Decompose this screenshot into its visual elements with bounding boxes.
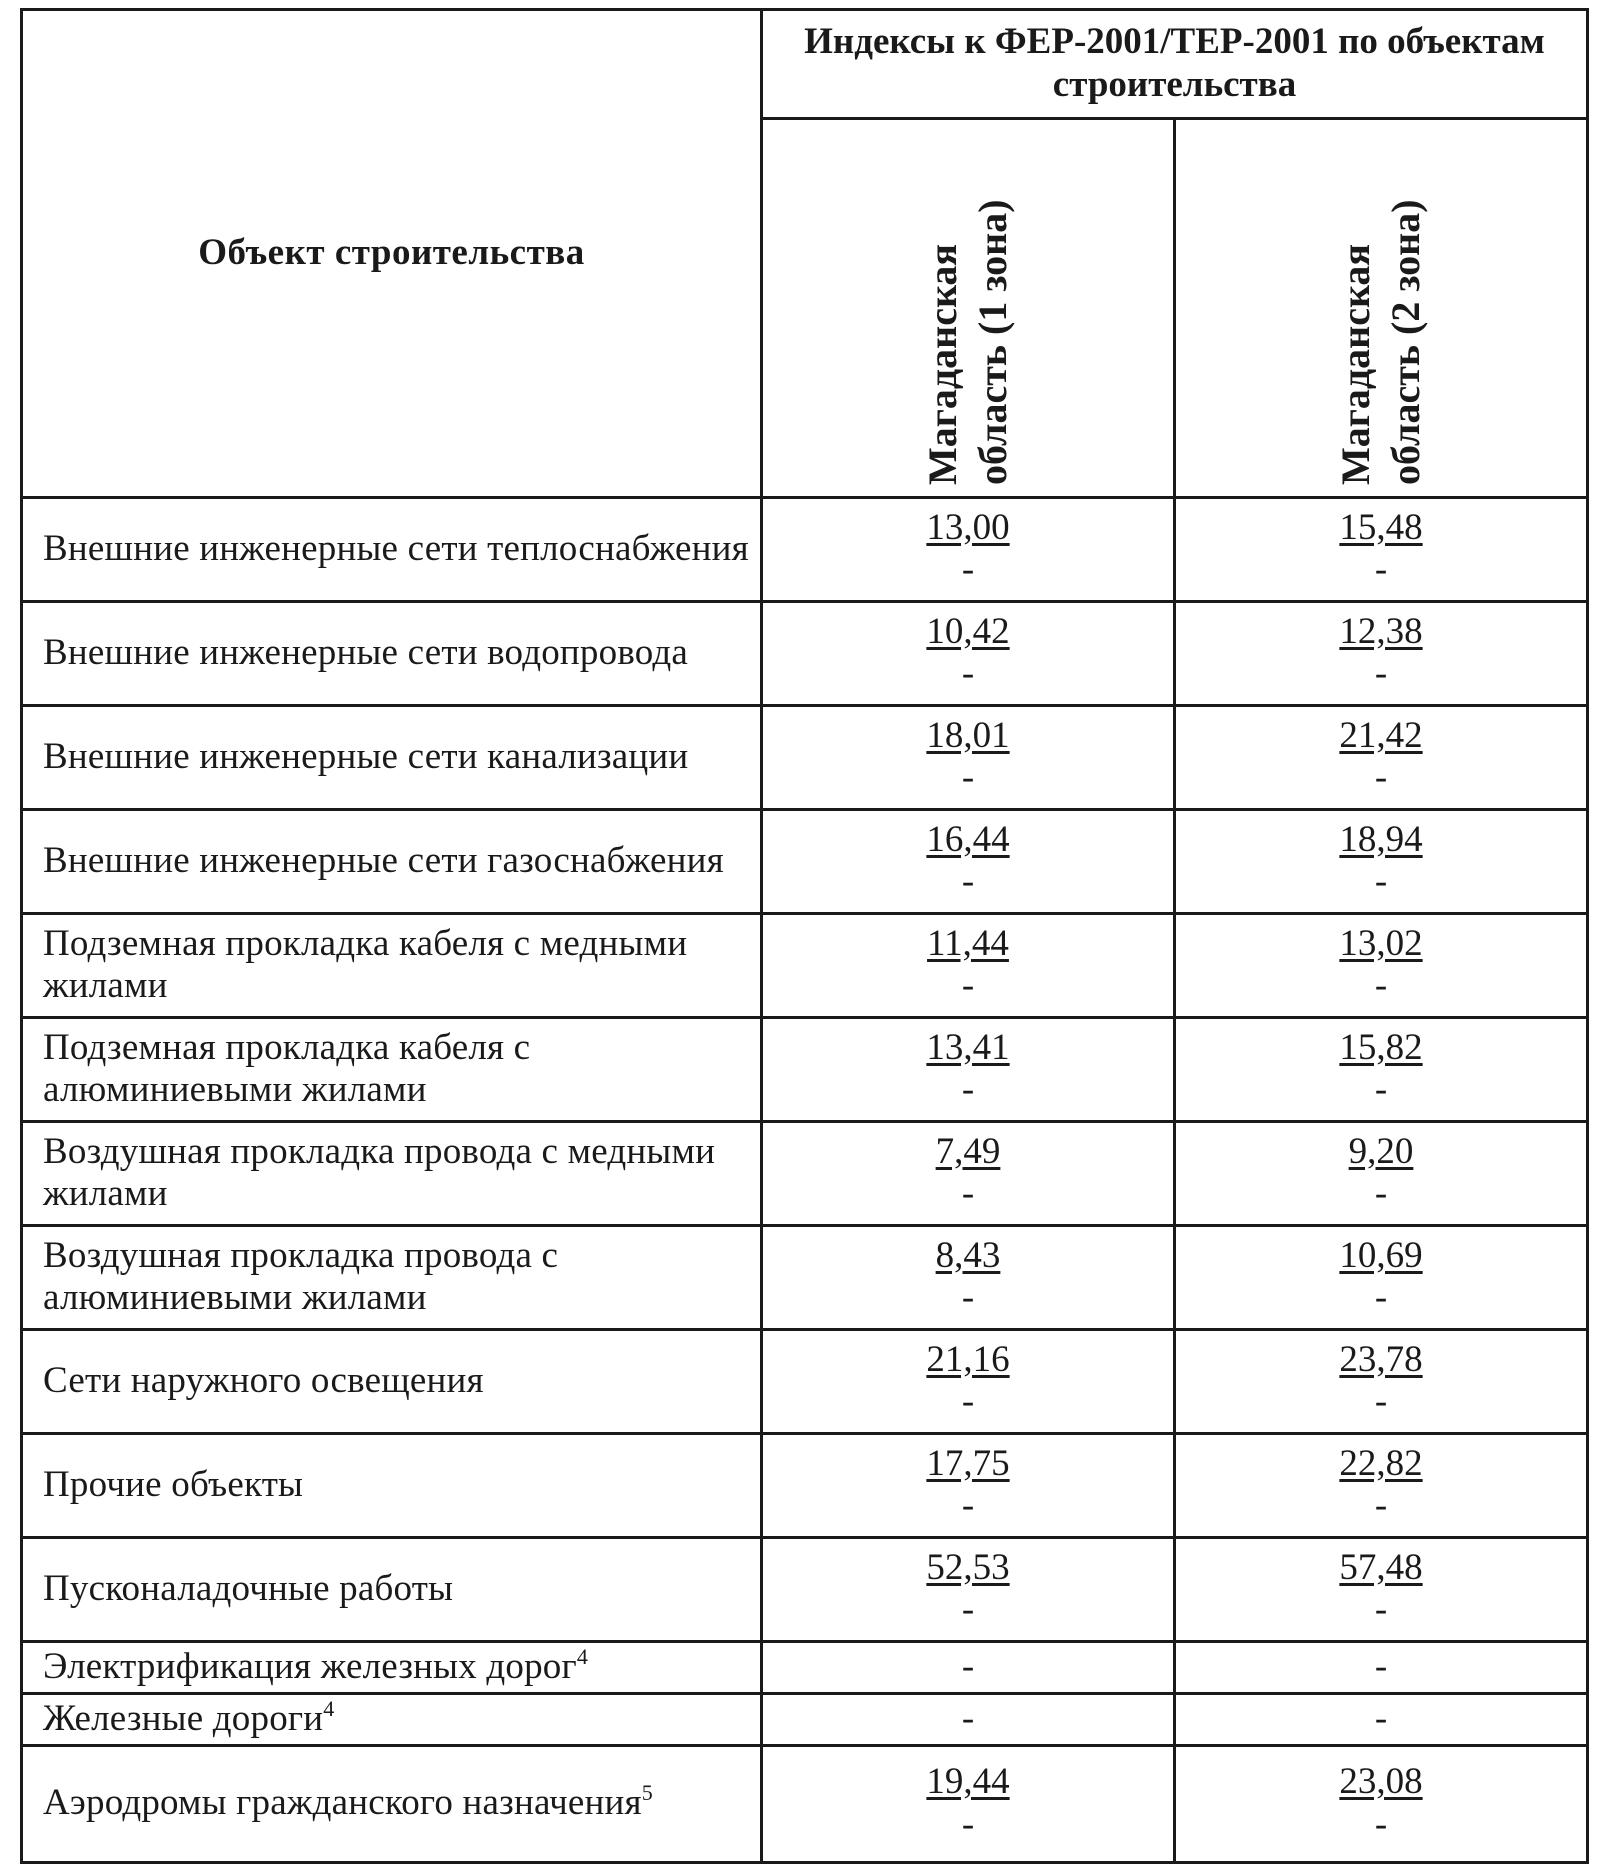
zone2-value: 23,78 bbox=[1339, 1338, 1423, 1380]
object-name: Пусконаладочные работы bbox=[22, 1537, 762, 1641]
zone2-sub: - bbox=[1374, 1381, 1388, 1423]
zone2-value: 22,82 bbox=[1339, 1442, 1423, 1484]
table-row bbox=[22, 1693, 1588, 1745]
zone1-cell bbox=[762, 705, 1175, 809]
table-row bbox=[22, 1225, 1588, 1329]
zone1-value: 13,00 bbox=[926, 506, 1010, 548]
zone1-cell bbox=[762, 1121, 1175, 1225]
zone2-cell bbox=[1175, 601, 1588, 705]
zone2-sub: - bbox=[1374, 1803, 1388, 1845]
table-row bbox=[22, 1329, 1588, 1433]
zone1-value: 17,75 bbox=[926, 1442, 1010, 1484]
zone1-sub: - bbox=[961, 1381, 975, 1423]
zone1-sub: - bbox=[961, 1277, 975, 1319]
zone1-value: 21,16 bbox=[926, 1338, 1010, 1380]
zone1-sub: - bbox=[961, 1803, 975, 1845]
zone1-cell bbox=[762, 1537, 1175, 1641]
zone2-cell bbox=[1175, 497, 1588, 601]
object-name: Сети наружного освещения bbox=[22, 1329, 762, 1433]
zone2-value: 13,02 bbox=[1339, 922, 1423, 964]
zone2-value: 15,82 bbox=[1339, 1026, 1423, 1068]
object-name: Внешние инженерные сети теплоснабжения bbox=[22, 497, 762, 601]
zone1-sub: - bbox=[961, 653, 975, 695]
zone1-sub: - bbox=[961, 757, 975, 799]
table-row bbox=[22, 705, 1588, 809]
zone2-sub: - bbox=[1374, 861, 1388, 903]
zone2-cell bbox=[1175, 705, 1588, 809]
zone2-value: 18,94 bbox=[1339, 818, 1423, 860]
zone2-sub: - bbox=[1374, 1173, 1388, 1215]
zone2-value: 9,20 bbox=[1348, 1130, 1414, 1172]
zone2-sub: - bbox=[1374, 653, 1388, 695]
zone2-column-header bbox=[1175, 119, 1588, 498]
zone1-value: - bbox=[762, 1693, 1175, 1745]
object-name: Внешние инженерные сети водопровода bbox=[22, 601, 762, 705]
zone2-value: 10,69 bbox=[1339, 1234, 1423, 1276]
indexes-group-header: Индексы к ФЕР-2001/ТЕР-2001 по объектам строительства bbox=[762, 10, 1588, 119]
zone1-value: - bbox=[762, 1641, 1175, 1693]
zone1-value: 13,41 bbox=[926, 1026, 1010, 1068]
zone1-cell bbox=[762, 913, 1175, 1017]
zone2-header-text: Магаданская область (2 зона) bbox=[1333, 199, 1428, 485]
zone1-cell bbox=[762, 1433, 1175, 1537]
zone1-cell bbox=[762, 601, 1175, 705]
index-table bbox=[20, 8, 1589, 1864]
zone2-value: 23,08 bbox=[1339, 1761, 1423, 1802]
table-row bbox=[22, 601, 1588, 705]
zone2-cell bbox=[1175, 809, 1588, 913]
zone2-value: - bbox=[1175, 1641, 1588, 1693]
zone1-cell bbox=[762, 1329, 1175, 1433]
zone1-value: 8,43 bbox=[935, 1234, 1001, 1276]
zone1-cell bbox=[762, 1745, 1175, 1862]
zone1-column-header bbox=[762, 119, 1175, 498]
zone1-value: 11,44 bbox=[927, 922, 1009, 964]
object-name: Воздушная прокладка провода с алюминиевыми жилами bbox=[22, 1225, 762, 1329]
zone2-sub: - bbox=[1374, 1277, 1388, 1319]
object-name: Аэродромы гражданского назначения bbox=[43, 1782, 642, 1824]
footnote-marker: 4 bbox=[576, 1643, 589, 1669]
zone1-value: 19,44 bbox=[926, 1761, 1010, 1802]
zone2-sub: - bbox=[1374, 549, 1388, 591]
zone2-cell bbox=[1175, 1017, 1588, 1121]
zone1-sub: - bbox=[961, 861, 975, 903]
zone2-sub: - bbox=[1374, 757, 1388, 799]
zone2-cell bbox=[1175, 1433, 1588, 1537]
object-name: Подземная прокладка кабеля с медными жилами bbox=[22, 913, 762, 1017]
object-name: Прочие объекты bbox=[22, 1433, 762, 1537]
object-name: Железные дороги bbox=[43, 1697, 324, 1739]
zone2-cell bbox=[1175, 1329, 1588, 1433]
object-column-header: Объект строительства bbox=[22, 10, 762, 498]
zone2-cell bbox=[1175, 1121, 1588, 1225]
zone1-sub: - bbox=[961, 1589, 975, 1631]
footnote-marker: 4 bbox=[323, 1695, 335, 1721]
zone2-value: - bbox=[1175, 1693, 1588, 1745]
zone2-sub: - bbox=[1374, 1069, 1388, 1111]
zone2-sub: - bbox=[1374, 1589, 1388, 1631]
table-row bbox=[22, 1537, 1588, 1641]
object-name-cell bbox=[22, 1641, 762, 1693]
table-row bbox=[22, 1745, 1588, 1862]
zone1-sub: - bbox=[961, 1069, 975, 1111]
zone1-cell bbox=[762, 809, 1175, 913]
object-name: Воздушная прокладка провода с медными жилами bbox=[22, 1121, 762, 1225]
object-name: Электрификация железных дорог bbox=[43, 1645, 577, 1687]
zone1-value: 18,01 bbox=[926, 714, 1010, 756]
table-row bbox=[22, 1433, 1588, 1537]
zone2-cell bbox=[1175, 1745, 1588, 1862]
table-row bbox=[22, 913, 1588, 1017]
zone2-value: 57,48 bbox=[1339, 1546, 1423, 1588]
zone1-sub: - bbox=[961, 965, 975, 1007]
zone1-sub: - bbox=[961, 1485, 975, 1527]
zone2-value: 15,48 bbox=[1339, 506, 1423, 548]
zone1-cell bbox=[762, 497, 1175, 601]
object-name: Подземная прокладка кабеля с алюминиевыми жилами bbox=[22, 1017, 762, 1121]
zone1-cell bbox=[762, 1225, 1175, 1329]
table-row bbox=[22, 1641, 1588, 1693]
zone2-value: 21,42 bbox=[1339, 714, 1423, 756]
zone1-sub: - bbox=[961, 549, 975, 591]
table-row bbox=[22, 1121, 1588, 1225]
zone1-header-text: Магаданская область (1 зона) bbox=[920, 199, 1015, 485]
object-name-cell bbox=[22, 1745, 762, 1862]
zone1-value: 7,49 bbox=[935, 1130, 1001, 1172]
zone2-cell bbox=[1175, 913, 1588, 1017]
zone2-cell bbox=[1175, 1537, 1588, 1641]
zone1-cell bbox=[762, 1017, 1175, 1121]
object-name: Внешние инженерные сети канализации bbox=[22, 705, 762, 809]
zone1-value: 16,44 bbox=[926, 818, 1010, 860]
table-row bbox=[22, 1017, 1588, 1121]
object-name: Внешние инженерные сети газоснабжения bbox=[22, 809, 762, 913]
zone1-value: 10,42 bbox=[926, 610, 1010, 652]
object-name-cell bbox=[22, 1693, 762, 1745]
zone2-sub: - bbox=[1374, 965, 1388, 1007]
table-row bbox=[22, 497, 1588, 601]
zone1-sub: - bbox=[961, 1173, 975, 1215]
footnote-marker: 5 bbox=[641, 1780, 653, 1806]
zone2-sub: - bbox=[1374, 1485, 1388, 1527]
zone2-cell bbox=[1175, 1225, 1588, 1329]
table-row bbox=[22, 809, 1588, 913]
zone2-value: 12,38 bbox=[1339, 610, 1423, 652]
zone1-value: 52,53 bbox=[926, 1546, 1010, 1588]
